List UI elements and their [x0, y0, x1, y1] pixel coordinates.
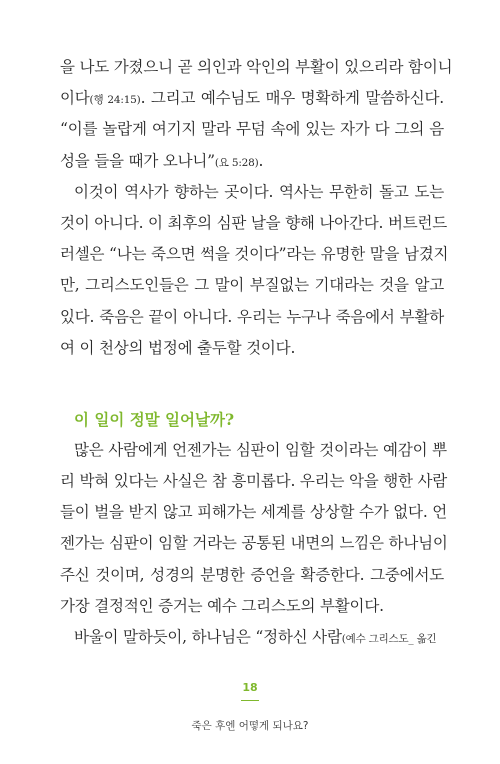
bible-reference: (요 5:28)	[214, 156, 259, 169]
text-line	[60, 83, 444, 114]
text-run: 이다	[60, 89, 90, 108]
text-line: 들이 벌을 받지 않고 피해가는 세계를 상상할 수가 없다. 언	[60, 503, 448, 522]
text-line	[60, 146, 444, 177]
text-line: 여 이 천상의 법정에 출두할 것이다.	[60, 338, 296, 357]
paragraph-1	[60, 52, 453, 177]
page-number: 18	[242, 681, 258, 694]
text-run: 성을 들을 때가 오나니”	[60, 151, 215, 170]
translator-note: (예수 그리스도_ 옮긴	[341, 633, 437, 645]
text-line: 을 나도 가졌으니 곧 의인과 악인의 부활이 있으리라 함이니	[60, 58, 453, 76]
text-line: 것이 아니다. 이 최후의 심판 날을 향해 나아간다. 버트런드	[60, 213, 448, 232]
text-line: 주신 것이며, 성경의 분명한 증언을 확증한다. 그중에서도	[60, 565, 444, 584]
text-line: 만, 그리스도인들은 그 말이 부질없는 기대라는 것을 알고	[60, 276, 444, 295]
page-number-rule	[241, 700, 259, 701]
text-run: .	[258, 151, 264, 170]
text-run: . 그리고 예수님도 매우 명확하게 말씀하신다.	[140, 89, 444, 108]
text-line: 러셀은 “나는 죽으면 썩을 것이다”라는 유명한 말을 남겼지	[60, 245, 449, 264]
text-line: 리 박혀 있다는 사실은 참 흥미롭다. 우리는 악을 행한 사람	[60, 472, 448, 491]
paragraph-4	[60, 622, 444, 653]
text-line: 젠가는 심판이 임할 거라는 공통된 내면의 느낌은 하나님이	[60, 534, 448, 553]
text-line: 가장 결정적인 증거는 예수 그리스도의 부활이다.	[60, 596, 384, 615]
text-line: 있다. 죽음은 끝이 아니다. 우리는 누구나 죽음에서 부활하	[60, 307, 444, 326]
text-line: “이를 놀랍게 여기지 말라 무덤 속에 있는 자가 다 그의 음	[60, 120, 444, 139]
text-line: 이것이 역사가 향하는 곳이다. 역사는 무한히 돌고 도는	[74, 182, 444, 201]
paragraph-3	[60, 435, 448, 622]
paragraph-2	[60, 177, 449, 364]
text-line	[60, 622, 444, 653]
running-title: 죽은 후엔 어떻게 되나요?	[191, 720, 309, 732]
text-run: 바울이 말하듯이, 하나님은 “정하신 사람	[74, 628, 342, 646]
section-heading: 이 일이 정말 일어날까?	[74, 409, 235, 429]
text-line: 많은 사람에게 언젠가는 심판이 임할 것이라는 예감이 뿌	[74, 440, 447, 459]
bible-reference: (행 24:15)	[89, 94, 141, 107]
page-body	[60, 52, 453, 653]
